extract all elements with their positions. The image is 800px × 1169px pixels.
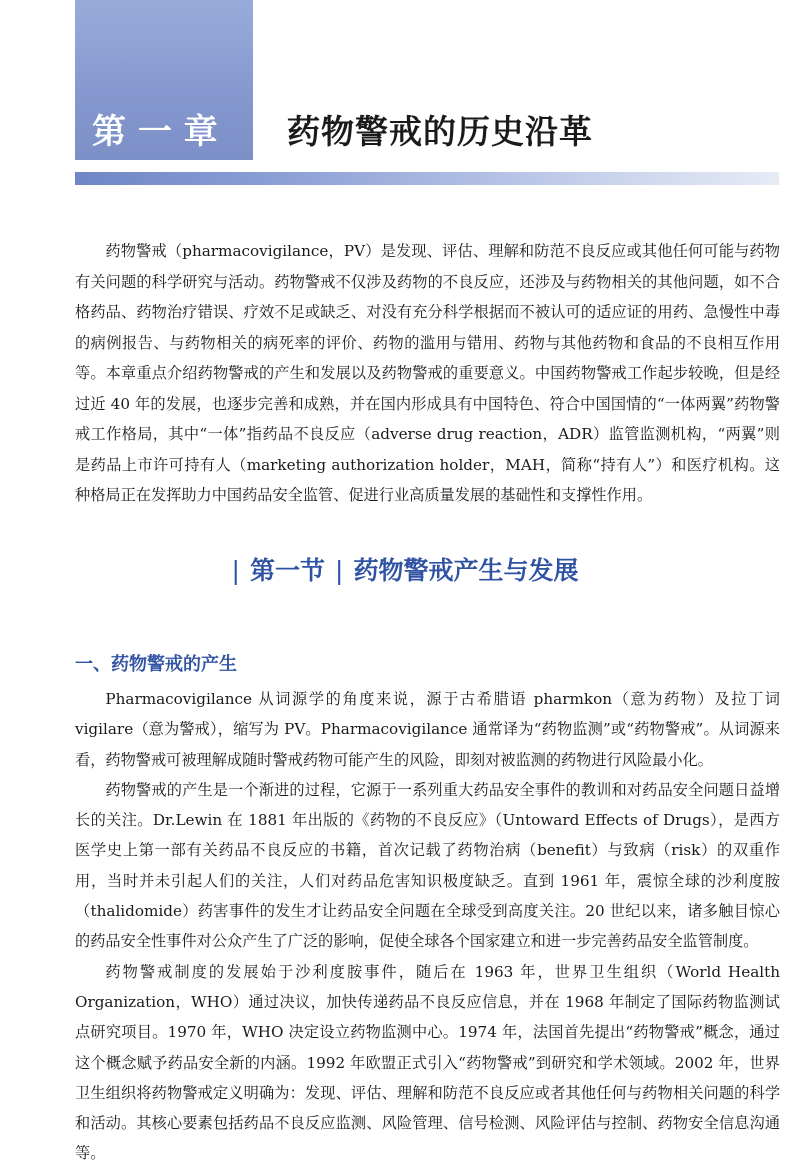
body-paragraph-2: 药物警戒的产生是一个渐进的过程，它源于一系列重大药品安全事件的教训和对药品安全问题日益增长的关注。Dr.Lewin 在 1881 年出版的《药物的不良反应》（Untoward Effects of Drugs），是西方医学史上第一部有关药品不良反应的书籍，首次记载了药物治病（benefit）与致病（risk）的双重作用，当时并未引起人们的关注，人们对药品危害知识极度缺乏。直到 1961 年，震惊全球的沙利度胺（thalidomide）药害事件的发生才让药品安全问题在全球受到高度关注。20 世纪以来，诸多触目惊心的药品安全性事件对公众产生了广泛的影响，促使全球各个国家建立和进一步完善药品安全监管制度。: [75, 780, 780, 951]
chapter-title: 药物警戒的历史沿革: [287, 112, 593, 151]
section-separator-mid: |: [335, 556, 344, 585]
section-separator-left: |: [231, 556, 240, 585]
section-number: 第一节: [249, 556, 325, 585]
section-title: 药物警戒产生与发展: [353, 556, 579, 585]
chapter-intro-paragraph: 药物警戒（pharmacovigilance，PV）是发现、评估、理解和防范不良反应或其他任何可能与药物有关问题的科学研究与活动。药物警戒不仅涉及药物的不良反应，还涉及与药物相关的其他问题，如不合格药品、药物治疗错误、疗效不足或缺乏、对没有充分科学根据而不被认可的适应证的用药、急慢性中毒的病例报告、与药物相关的病死率的评价、药物的滥用与错用、药物与其他药物和食品的不良相互作用等。本章重点介绍药物警戒的产生和发展以及药物警戒的重要意义。中国药物警戒工作起步较晚，但是经过近 40 年的发展，也逐步完善和成熟，并在国内形成具有中国特色、符合中国国情的“一体两翼”药物警戒工作格局，其中“一体”指药品不良反应（adverse drug reaction，ADR）监管监测机构，“两翼”则是药品上市许可持有人（marketing authorization holder，MAH，简称“持有人”）和医疗机构。这种格局正在发挥助力中国药品安全监管、促进行业高质量发展的基础性和支撑性作用。: [75, 242, 780, 504]
section-heading: [0, 551, 800, 587]
body-text: [75, 684, 780, 1169]
chapter-label: 第 一 章: [92, 112, 218, 152]
title-divider-band: [75, 172, 779, 185]
body-paragraph-1: Pharmacovigilance 从词源学的角度来说，源于古希腊语 pharmkon（意为药物）及拉丁词 vigilare（意为警戒），缩写为 PV。Pharmacovigilance 通常译为“药物监测”或“药物警戒”。从词源来看，药物警戒可被理解成随时警戒药物可能产生的风险，即刻对被监测的药物进行风险最小化。: [75, 690, 780, 769]
subsection-heading: 一、药物警戒的产生: [75, 654, 237, 675]
body-paragraph-3: 药物警戒制度的发展始于沙利度胺事件，随后在 1963 年，世界卫生组织（World Health Organization，WHO）通过决议，加快传递药品不良反应信息，并在 1968 年制定了国际药物监测试点研究项目。1970 年，WHO 决定设立药物监测中心。1974 年，法国首先提出“药物警戒”概念，通过这个概念赋予药品安全新的内涵。1992 年欧盟正式引入“药物警戒”到研究和学术领域。2002 年，世界卫生组织将药物警戒定义明确为：发现、评估、理解和防范不良反应或者其他任何与药物相关问题的科学和活动。其核心要素包括药品不良反应监测、风险管理、信号检测、风险评估与控制、药物安全信息沟通等。: [75, 962, 780, 1163]
